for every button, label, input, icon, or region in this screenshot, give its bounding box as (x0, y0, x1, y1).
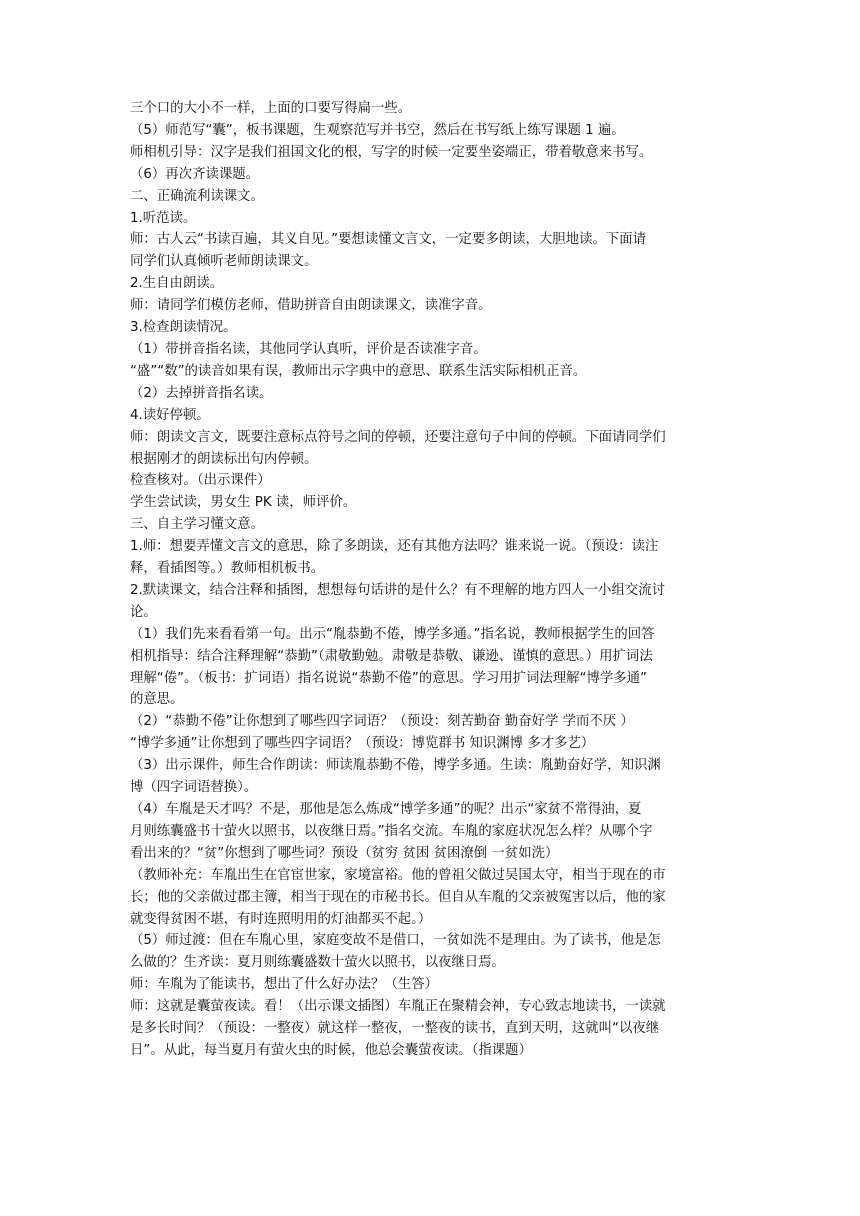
text-line: （5）师过渡：但在车胤心里，家庭变故不是借口，一贫如洗不是理由。为了读书，他是怎 (130, 933, 661, 949)
subheading: 3.检查朗读情况。 (130, 320, 237, 336)
text-line: “博学多通”让你想到了哪些四字词语？（预设：博览群书 知识渊博 多才多艺） (130, 736, 595, 752)
text-line: 学生尝试读，男女生 PK 读，师评价。 (130, 495, 357, 511)
text-line: 是多长时间？（预设：一整夜）就这样一整夜，一整夜的读书，直到天明，这就叫“以夜继 (130, 1021, 660, 1037)
text-line: （1）我们先来看看第一句。出示“胤恭勤不倦，博学多通。”指名说，教师根据学生的回答 (130, 626, 655, 642)
text-line: 师：请同学们模仿老师，借助拼音自由朗读课文，读准字音。 (130, 298, 492, 314)
text-line: （教师补充：车胤出生在官宦世家，家境富裕。他的曾祖父做过吴国太守，相当于现在的市 (130, 867, 666, 883)
text-line: （2）去掉拼音指名读。 (130, 385, 273, 401)
text-line: 师相机引导：汉字是我们祖国文化的根，写字的时候一定要坐姿端正，带着敬意来书写。 (130, 144, 653, 160)
subheading: 4.读好停顿。 (130, 407, 210, 423)
subheading: 1.听范读。 (130, 210, 197, 226)
text-line: “盛”“数”的读音如果有误，教师出示字典中的意思、联系生活实际相机正音。 (130, 363, 587, 379)
text-line: 2.默读课文，结合注释和插图，想想每句话讲的是什么？有不理解的地方四人一小组交流讨 (130, 582, 666, 598)
text-line: （1）带拼音指名读，其他同学认真听，评价是否读准字音。 (130, 341, 487, 357)
document-page (130, 98, 760, 1062)
text-line: 师：古人云“书读百遍，其义自见。”要想读懂文言文，一定要多朗读，大胆地读。下面请 (130, 232, 647, 248)
text-line: （4）车胤是天才吗？不是，那他是怎么炼成“博学多通”的呢？出示“家贫不常得油，夏 (130, 802, 642, 817)
text-line: 理解“倦”。（板书：扩词语）指名说说“恭勤不倦”的意思。学习用扩词法理解“博学多通” (130, 670, 647, 686)
text-line: （3）出示课件，师生合作朗读：师读胤恭勤不倦，博学多通。生读：胤勤奋好学，知识渊 (130, 758, 661, 774)
text-line: （6）再次齐读课题。 (130, 166, 260, 182)
subheading: 2.生自由朗读。 (130, 276, 224, 292)
text-line: 释，看插图等。）教师相机板书。 (130, 561, 325, 577)
section-heading: 三、自主学习懂文意。 (130, 517, 264, 533)
text-line: 检查核对。（出示课件） (130, 473, 271, 489)
text-line: 看出来的？“贫”你想到了哪些词？预设（贫穷 贫困 贫困潦倒 一贫如洗） (130, 845, 559, 861)
text-line: 根据刚才的朗读标出句内停顿。 (130, 451, 318, 467)
text-line: 师：这就是囊萤夜读。看！（出示课文插图）车胤正在聚精会神，专心致志地读书，一读就 (130, 999, 666, 1015)
text-line: 1.师：想要弄懂文言文的意思，除了多朗读，还有其他方法吗？谁来说一说。（预设：读注 (130, 539, 659, 555)
section-heading: 二、正确流利读课文。 (130, 188, 264, 204)
text-line: 日”。从此，每当夏月有萤火虫的时候，他总会囊萤夜读。（指课题） (130, 1042, 532, 1058)
text-line: 就变得贫困不堪，有时连照明用的灯油都买不起。） (130, 911, 432, 927)
text-line: 的意思。 (130, 692, 184, 708)
text-line: 么做的？生齐读：夏月则练囊盛数十萤火以照书，以夜继日焉。 (130, 955, 505, 971)
text-line: （5）师范写“囊”，板书课题，生观察范写并书空，然后在书写纸上练写课题 1 遍。 (130, 122, 625, 138)
text-line: 长；他的父亲做过郡主簿，相当于现在的市秘书长。但自从车胤的父亲被冤害以后，他的家 (130, 889, 666, 905)
text-line: 博（四字词语替换）。 (130, 780, 258, 796)
text-line: （2）“恭勤不倦”让你想到了哪些四字词语？（预设：刻苦勤奋 勤奋好学 学而不厌 ） (130, 714, 634, 730)
text-line: 师：朗读文言文，既要注意标点符号之间的停顿，还要注意句子中间的停顿。下面请同学们 (130, 429, 666, 445)
text-line: 相机指导：结合注释理解“恭勤”（肃敬勤勉。肃敬是恭敬、谦逊、谨慎的意思。）用扩词法 (130, 648, 653, 664)
text-line: 同学们认真倾听老师朗读课文。 (130, 254, 318, 270)
text-line: 月则练囊盛书十萤火以照书，以夜继日焉。”指名交流。车胤的家庭状况怎么样？从哪个字 (130, 823, 653, 839)
text-line: 师：车胤为了能读书，想出了什么好办法？（生答） (130, 977, 438, 993)
text-line: 论。 (130, 604, 157, 620)
text-line: 三个口的大小不一样，上面的口要写得扁一些。 (130, 101, 412, 116)
